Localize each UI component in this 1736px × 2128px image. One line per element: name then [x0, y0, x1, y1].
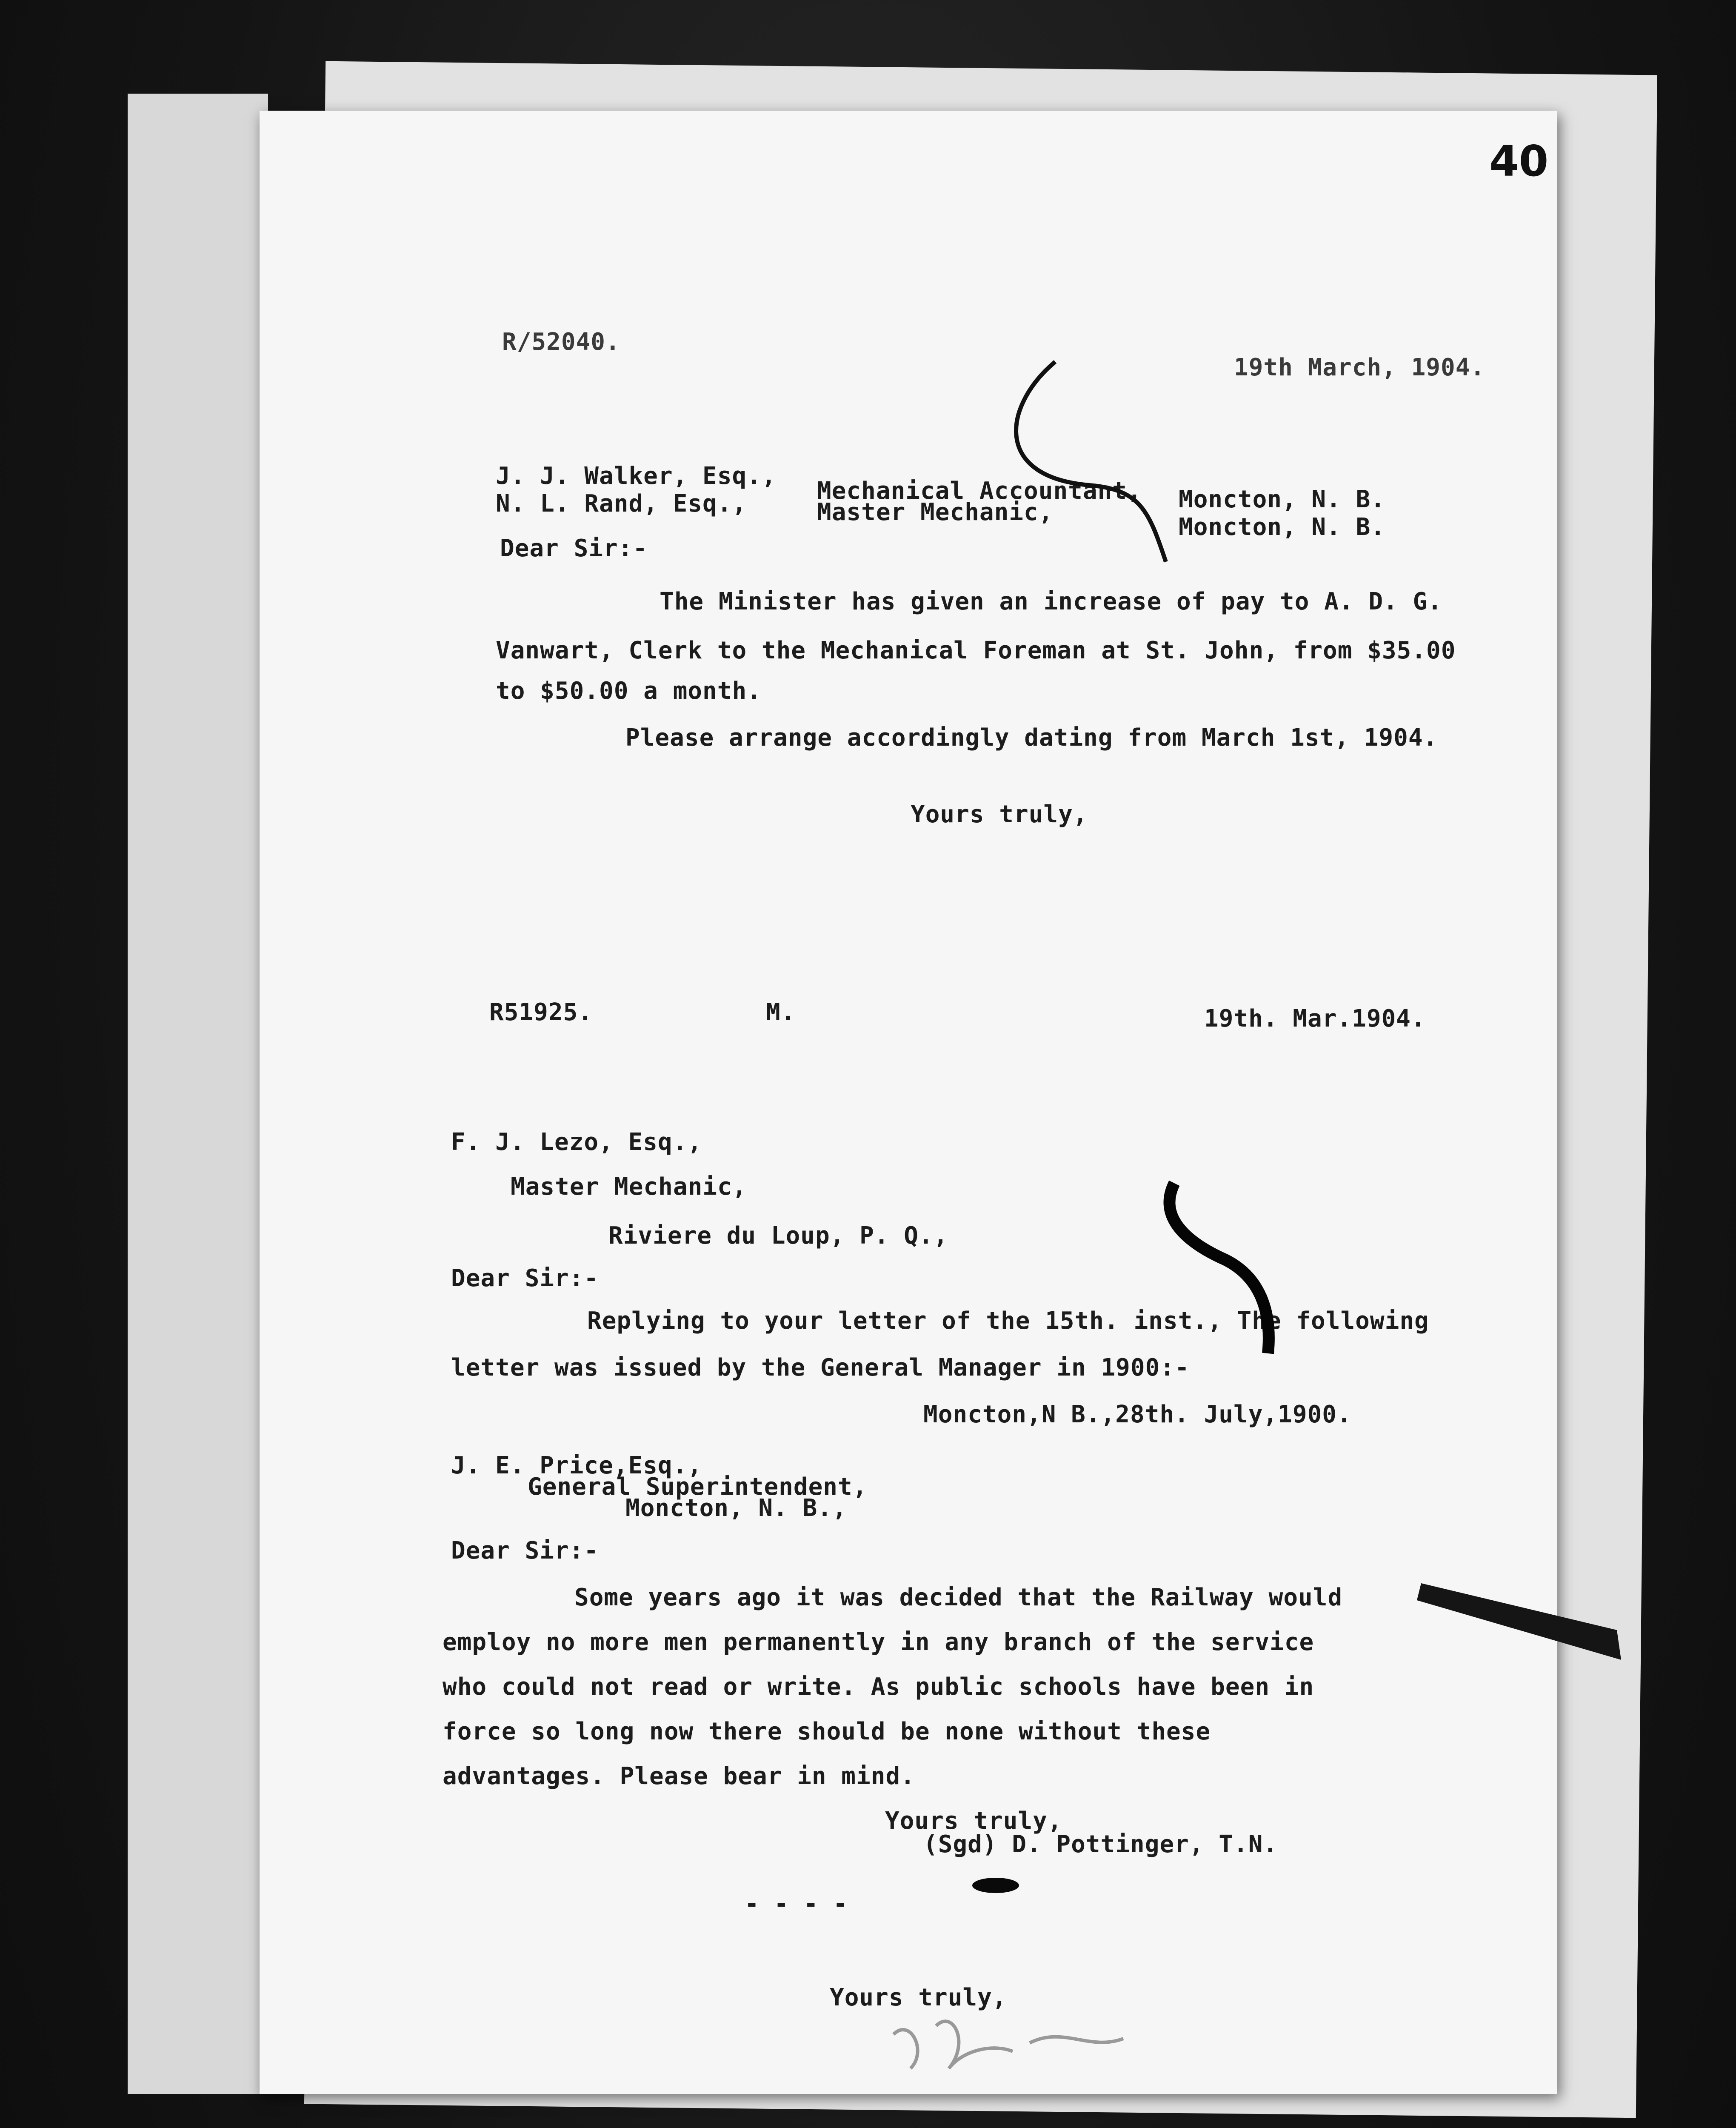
- letter1-addressee-title-2: Master Mechanic,: [817, 498, 1054, 526]
- pen-stroke-1: [1016, 362, 1166, 562]
- letter2-reference: R51925.: [489, 998, 593, 1026]
- letter1-addressee-place-2: Moncton, N. B.: [1179, 513, 1386, 541]
- letter2-body-line-1: Replying to your letter of the 15th. inst., The following: [587, 1307, 1429, 1335]
- quoted-body-line-3: who could not read or write. As public schools have been in: [443, 1673, 1314, 1701]
- letter2-salutation: Dear Sir:-: [451, 1264, 599, 1292]
- letter1-addressee-name-1: J. J. Walker, Esq.,: [496, 462, 777, 490]
- letter2-body-line-2: letter was issued by the General Manager in 1900:-: [451, 1354, 1190, 1381]
- page-number: 40: [1489, 136, 1549, 186]
- handwritten-initials: [894, 2021, 1123, 2068]
- quoted-addressee-line-3: Moncton, N. B.,: [625, 1494, 847, 1522]
- letter1-reference: R/52040.: [502, 328, 620, 356]
- quoted-addressee-line-1: J. E. Price,Esq.,: [451, 1452, 702, 1479]
- quoted-addressee-line-2: General Superintendent,: [528, 1473, 868, 1501]
- separator: - - - -: [745, 1890, 848, 1918]
- quoted-signature: (Sgd) D. Pottinger, T.N.: [923, 1831, 1278, 1858]
- quoted-dateline: Moncton,N B.,28th. July,1900.: [923, 1401, 1352, 1428]
- letter2-addressee-line-2: Master Mechanic,: [511, 1173, 747, 1201]
- quoted-body-line-5: advantages. Please bear in mind.: [443, 1762, 915, 1790]
- letter1-salutation: Dear Sir:-: [500, 535, 648, 562]
- quoted-salutation: Dear Sir:-: [451, 1537, 599, 1565]
- pen-stroke-2: [1169, 1183, 1268, 1353]
- letter2-marker: M.: [766, 998, 796, 1026]
- quoted-body-line-4: force so long now there should be none without these: [443, 1718, 1211, 1745]
- quoted-closing: Yours truly,: [885, 1807, 1062, 1835]
- pen-tip: [1417, 1583, 1621, 1660]
- letter2-addressee-line-1: F. J. Lezo, Esq.,: [451, 1128, 702, 1156]
- letter1-body-line-4: Please arrange accordingly dating from March 1st, 1904.: [625, 724, 1438, 752]
- letter1-closing: Yours truly,: [911, 801, 1088, 828]
- letter2-addressee-line-3: Riviere du Loup, P. Q.,: [608, 1222, 948, 1250]
- letter1-body-line-3: to $50.00 a month.: [496, 677, 762, 705]
- letter1-body-line-2: Vanwart, Clerk to the Mechanical Foreman at St. John, from $35.00: [496, 637, 1456, 664]
- letter1-addressee-place-1: Moncton, N. B.: [1179, 486, 1386, 513]
- letter1-addressee-title-1: Mechanical Accountant,: [817, 477, 1142, 505]
- letter1-body-line-1: The Minister has given an increase of pay to A. D. G.: [660, 588, 1442, 615]
- letter2-date: 19th. Mar.1904.: [1204, 1005, 1426, 1033]
- letter1-addressee-name-2: N. L. Rand, Esq.,: [496, 490, 747, 518]
- ink-blot: [972, 1878, 1019, 1893]
- quoted-body-line-2: employ no more men permanently in any branch of the service: [443, 1628, 1314, 1656]
- letter2-closing: Yours truly,: [830, 1984, 1007, 2011]
- quoted-body-line-1: Some years ago it was decided that the Railway would: [574, 1584, 1343, 1611]
- letter1-date: 19th March, 1904.: [1234, 354, 1485, 381]
